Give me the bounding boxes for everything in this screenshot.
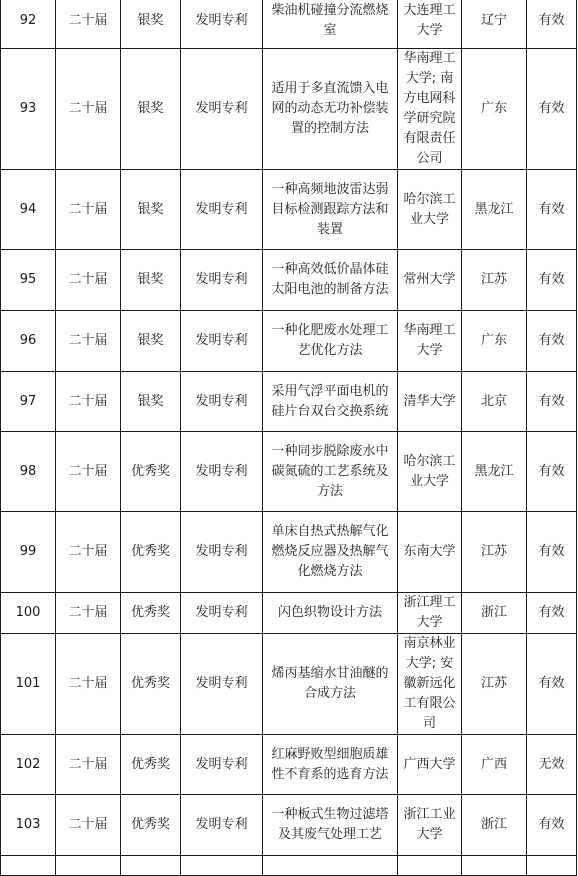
cell-status <box>527 432 577 512</box>
cell-status <box>527 250 577 311</box>
cell-number <box>1 170 56 250</box>
cell-patent-name <box>263 170 398 250</box>
cell-organization-text: 哈尔滨工业大学 <box>403 191 456 227</box>
cell-status-text: 有效 <box>538 676 565 691</box>
cell-patent-type <box>181 170 263 250</box>
cell-patent-name <box>263 795 398 856</box>
cell-award <box>121 634 181 735</box>
cell-patent-type-text: 发明专利 <box>195 676 248 691</box>
cell-award <box>121 856 181 876</box>
cell-patent-name-text: 适用于多直流馈入电网的动态无功补偿装置的控制方法 <box>271 81 389 136</box>
cell-organization-text: 常州大学 <box>403 272 456 287</box>
cell-session <box>56 432 121 512</box>
cell-award-text: 优秀奖 <box>130 544 170 559</box>
cell-status <box>527 856 577 876</box>
cell-award-text: 银奖 <box>137 201 164 217</box>
cell-status <box>527 795 577 856</box>
cell-region <box>462 512 527 593</box>
cell-session <box>56 0 121 49</box>
cell-patent-name <box>263 593 398 634</box>
table-row <box>1 0 577 49</box>
cell-award-text: 优秀奖 <box>130 756 170 772</box>
cell-number-text: 93 <box>19 101 37 116</box>
cell-organization-text: 华南理工大学; 南方电网科学研究院有限责任公司 <box>403 51 456 166</box>
cell-number <box>1 795 56 856</box>
table-row <box>1 856 577 876</box>
cell-region <box>462 311 527 372</box>
cell-patent-type-text: 发明专利 <box>195 272 248 287</box>
cell-patent-name <box>263 856 398 876</box>
cell-session-text: 二十届 <box>68 544 108 559</box>
cell-session-text: 二十届 <box>68 101 108 116</box>
table-row <box>1 795 577 856</box>
cell-number-text: 101 <box>15 676 41 691</box>
table-row <box>1 49 577 170</box>
cell-patent-type-text: 发明专利 <box>195 201 248 217</box>
cell-organization-text: 大连理工大学 <box>403 2 456 38</box>
cell-patent-name-text: 烯丙基缩水甘油醚的合成方法 <box>271 666 389 701</box>
cell-organization <box>398 0 462 49</box>
cell-organization <box>398 432 462 512</box>
cell-number <box>1 593 56 634</box>
cell-organization <box>398 170 462 250</box>
cell-status <box>527 0 577 49</box>
table-row <box>1 634 577 735</box>
cell-number-text: 100 <box>15 605 41 620</box>
cell-status-text: 有效 <box>538 272 565 287</box>
cell-award-text: 优秀奖 <box>130 463 170 479</box>
cell-organization-text: 浙江理工大学 <box>403 595 456 630</box>
cell-award-text: 优秀奖 <box>130 676 170 691</box>
cell-number <box>1 634 56 735</box>
cell-region-text: 浙江 <box>480 605 507 620</box>
cell-patent-name-text: 柴油机碰撞分流燃烧室 <box>271 2 389 38</box>
cell-patent-name <box>263 735 398 795</box>
cell-status-text: 有效 <box>538 544 565 559</box>
cell-patent-name <box>263 0 398 49</box>
cell-organization <box>398 795 462 856</box>
cell-region <box>462 634 527 735</box>
cell-patent-name <box>263 634 398 735</box>
cell-session <box>56 634 121 735</box>
cell-session <box>56 512 121 593</box>
cell-organization <box>398 593 462 634</box>
cell-session-text: 二十届 <box>68 756 108 772</box>
cell-patent-type <box>181 512 263 593</box>
table-row <box>1 735 577 795</box>
cell-patent-type <box>181 432 263 512</box>
cell-region <box>462 250 527 311</box>
cell-award <box>121 512 181 593</box>
cell-number <box>1 250 56 311</box>
cell-session-text: 二十届 <box>68 333 108 348</box>
cell-region-text: 北京 <box>480 393 507 409</box>
cell-number <box>1 856 56 876</box>
cell-region <box>462 170 527 250</box>
cell-number <box>1 49 56 170</box>
cell-patent-type-text: 发明专利 <box>195 12 248 28</box>
cell-award <box>121 49 181 170</box>
cell-region-text: 广西 <box>480 756 507 772</box>
cell-region-text: 黑龙江 <box>474 463 514 479</box>
cell-award-text: 优秀奖 <box>130 817 170 832</box>
cell-region-text: 江苏 <box>480 676 507 691</box>
table-row <box>1 250 577 311</box>
cell-organization <box>398 735 462 795</box>
table-row <box>1 593 577 634</box>
cell-patent-name <box>263 372 398 432</box>
cell-patent-type <box>181 372 263 432</box>
cell-patent-name-text: 红麻野败型细胞质雄性不育系的选育方法 <box>271 746 389 782</box>
cell-organization-text: 浙江工业大学 <box>403 807 456 842</box>
cell-region-text: 江苏 <box>480 272 507 287</box>
cell-number <box>1 735 56 795</box>
cell-region-text: 浙江 <box>480 817 507 832</box>
cell-award <box>121 432 181 512</box>
cell-region-text: 广东 <box>480 333 507 348</box>
cell-region <box>462 372 527 432</box>
cell-patent-name-text: 一种化肥废水处理工艺优化方法 <box>271 323 389 358</box>
cell-patent-name-text: 一种板式生物过滤塔及其废气处理工艺 <box>271 807 389 842</box>
cell-organization <box>398 250 462 311</box>
cell-status <box>527 593 577 634</box>
cell-patent-type <box>181 49 263 170</box>
cell-patent-name-text: 单床自热式热解气化燃烧反应器及热解气化燃烧方法 <box>271 524 389 579</box>
table-row <box>1 170 577 250</box>
cell-patent-type <box>181 856 263 876</box>
cell-patent-type-text: 发明专利 <box>195 756 248 772</box>
cell-status <box>527 372 577 432</box>
cell-region <box>462 49 527 170</box>
cell-award-text: 银奖 <box>137 333 164 348</box>
cell-patent-type <box>181 311 263 372</box>
cell-organization-text: 华南理工大学 <box>403 323 456 358</box>
cell-session <box>56 593 121 634</box>
cell-region <box>462 0 527 49</box>
cell-award-text: 银奖 <box>137 101 164 116</box>
cell-region-text: 辽宁 <box>480 12 507 28</box>
cell-organization-text: 广西大学 <box>403 756 456 772</box>
cell-award <box>121 250 181 311</box>
cell-patent-name <box>263 311 398 372</box>
cell-region <box>462 735 527 795</box>
cell-organization <box>398 856 462 876</box>
cell-award <box>121 0 181 49</box>
cell-number-text: 103 <box>15 817 41 832</box>
cell-region-text: 黑龙江 <box>474 201 514 217</box>
cell-organization <box>398 49 462 170</box>
cell-region-text: 广东 <box>480 101 507 116</box>
cell-organization-text: 东南大学 <box>403 544 456 559</box>
cell-patent-name-text: 一种高效低价晶体硅太阳电池的制备方法 <box>271 262 389 297</box>
cell-number-text: 94 <box>19 201 37 217</box>
cell-patent-name <box>263 49 398 170</box>
cell-number-text: 102 <box>15 756 41 772</box>
table-row <box>1 311 577 372</box>
cell-patent-type-text: 发明专利 <box>195 544 248 559</box>
cell-status <box>527 735 577 795</box>
cell-number <box>1 0 56 49</box>
cell-patent-name <box>263 250 398 311</box>
cell-status-text: 有效 <box>538 101 565 116</box>
cell-region <box>462 593 527 634</box>
cell-session-text: 二十届 <box>68 12 108 28</box>
cell-award-text: 优秀奖 <box>130 605 170 620</box>
cell-region <box>462 795 527 856</box>
table-row <box>1 372 577 432</box>
cell-session-text: 二十届 <box>68 605 108 620</box>
cell-status-text: 有效 <box>538 393 565 409</box>
cell-status-text: 有效 <box>538 12 565 28</box>
cell-number-text: 97 <box>19 393 37 409</box>
cell-patent-type-text: 发明专利 <box>195 333 248 348</box>
cell-status-text: 有效 <box>538 817 565 832</box>
cell-award-text: 银奖 <box>137 393 164 409</box>
cell-number <box>1 512 56 593</box>
cell-patent-name <box>263 432 398 512</box>
cell-number-text: 99 <box>19 544 37 559</box>
cell-patent-type-text: 发明专利 <box>195 817 248 832</box>
cell-patent-type <box>181 795 263 856</box>
cell-number <box>1 432 56 512</box>
cell-patent-type <box>181 250 263 311</box>
cell-organization-text: 清华大学 <box>403 393 456 409</box>
cell-number-text: 92 <box>19 12 37 28</box>
cell-session-text: 二十届 <box>68 393 108 409</box>
cell-status-text: 无效 <box>538 756 565 772</box>
cell-organization <box>398 311 462 372</box>
cell-patent-name-text: 闪色织物设计方法 <box>277 605 382 620</box>
cell-patent-type-text: 发明专利 <box>195 605 248 620</box>
cell-status <box>527 512 577 593</box>
cell-organization <box>398 512 462 593</box>
cell-patent-type <box>181 593 263 634</box>
table-row <box>1 512 577 593</box>
cell-session-text: 二十届 <box>68 272 108 287</box>
cell-session-text: 二十届 <box>68 817 108 832</box>
cell-patent-name-text: 一种高频地波雷达弱目标检测跟踪方法和装置 <box>271 181 389 237</box>
cell-session <box>56 170 121 250</box>
cell-session <box>56 735 121 795</box>
cell-patent-name <box>263 512 398 593</box>
cell-patent-type <box>181 735 263 795</box>
cell-region <box>462 856 527 876</box>
cell-patent-type-text: 发明专利 <box>195 393 248 409</box>
cell-region-text: 江苏 <box>480 544 507 559</box>
cell-status <box>527 49 577 170</box>
cell-session <box>56 311 121 372</box>
cell-session <box>56 49 121 170</box>
cell-session-text: 二十届 <box>68 676 108 691</box>
cell-session <box>56 795 121 856</box>
cell-region <box>462 432 527 512</box>
cell-award <box>121 372 181 432</box>
cell-patent-type <box>181 0 263 49</box>
cell-award <box>121 735 181 795</box>
cell-session-text: 二十届 <box>68 463 108 479</box>
cell-organization <box>398 372 462 432</box>
cell-award-text: 银奖 <box>137 12 164 28</box>
cell-number-text: 96 <box>19 333 37 348</box>
cell-organization <box>398 634 462 735</box>
cell-status <box>527 311 577 372</box>
cell-status <box>527 170 577 250</box>
cell-award <box>121 170 181 250</box>
cell-number <box>1 372 56 432</box>
cell-number-text: 95 <box>19 272 37 287</box>
cell-session-text: 二十届 <box>68 201 108 217</box>
cell-award <box>121 593 181 634</box>
cell-status-text: 有效 <box>538 605 565 620</box>
cell-patent-type-text: 发明专利 <box>195 463 248 479</box>
cell-status-text: 有效 <box>538 463 565 479</box>
cell-number <box>1 311 56 372</box>
cell-patent-type-text: 发明专利 <box>195 101 248 116</box>
cell-patent-name-text: 采用气浮平面电机的硅片台双台交换系统 <box>271 383 389 419</box>
cell-status-text: 有效 <box>538 333 565 348</box>
cell-session <box>56 372 121 432</box>
cell-number-text: 98 <box>19 463 37 479</box>
cell-status-text: 有效 <box>538 201 565 217</box>
cell-award-text: 银奖 <box>137 272 164 287</box>
cell-organization-text: 南京林业大学; 安徽新远化工有限公司 <box>403 636 456 731</box>
cell-status <box>527 634 577 735</box>
cell-patent-type <box>181 634 263 735</box>
table-body <box>1 0 577 876</box>
cell-award <box>121 311 181 372</box>
cell-session <box>56 856 121 876</box>
cell-session <box>56 250 121 311</box>
cell-award <box>121 795 181 856</box>
cell-patent-name-text: 一种同步脱除废水中碳氮硫的工艺系统及方法 <box>271 443 389 499</box>
cell-organization-text: 哈尔滨工业大学 <box>403 453 456 489</box>
table-row <box>1 432 577 512</box>
